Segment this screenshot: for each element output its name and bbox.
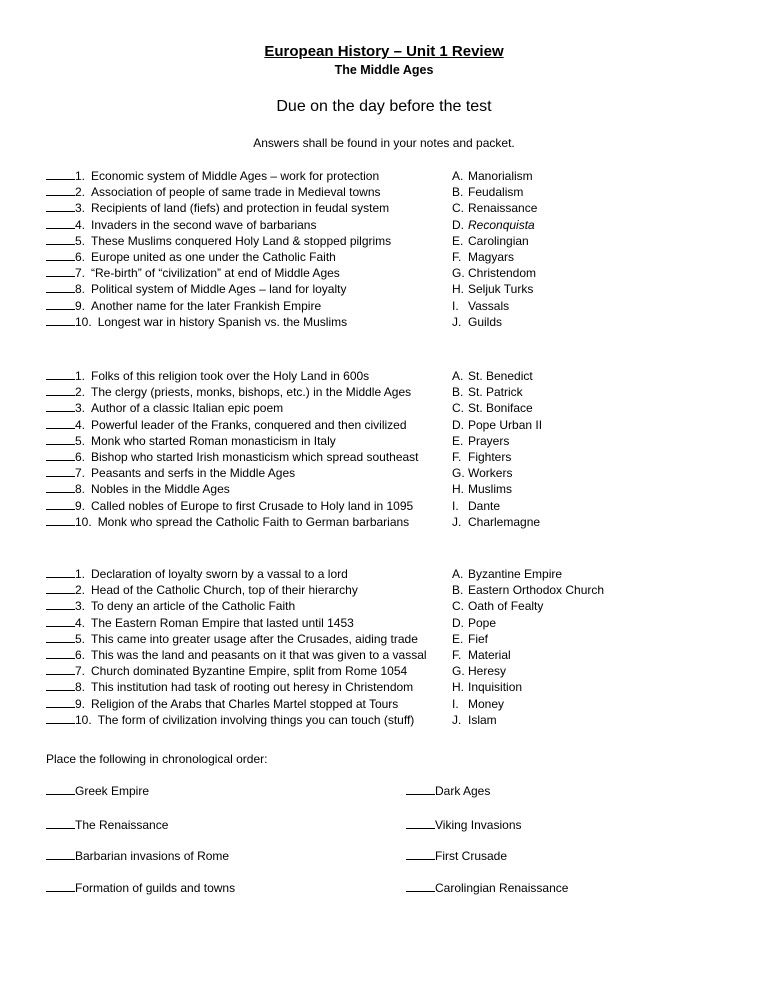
- question-text: Called nobles of Europe to first Crusade to Holy land in 1095: [91, 498, 414, 513]
- chronological-item: [406, 783, 490, 798]
- question-text: Recipients of land (fiefs) and protection in feudal system: [91, 201, 390, 216]
- question-number: 3.: [75, 599, 86, 614]
- answer-text: Seljuk Turks: [468, 282, 534, 297]
- answer-text: Prayers: [468, 433, 510, 448]
- question-row: [46, 249, 726, 265]
- answer-text: Feudalism: [468, 185, 524, 200]
- question-row: [46, 417, 726, 433]
- answer-choice: [452, 400, 533, 416]
- question-row: [46, 314, 726, 330]
- answer-letter: I.: [452, 696, 459, 711]
- answer-blank[interactable]: [46, 368, 75, 380]
- question-row: [46, 433, 726, 449]
- answer-text: St. Benedict: [468, 369, 533, 383]
- question-text: This was the land and peasants on it that was given to a vassal: [91, 647, 427, 662]
- question-row: [46, 663, 726, 679]
- question-number: 5.: [75, 233, 86, 248]
- answer-choice: [452, 433, 509, 449]
- answer-letter: I.: [452, 498, 459, 513]
- answer-blank[interactable]: [46, 712, 75, 724]
- answer-blank[interactable]: [46, 233, 75, 245]
- answer-text: Islam: [468, 712, 497, 727]
- answer-text: Reconquista: [468, 217, 535, 232]
- answer-letter: B.: [452, 385, 464, 400]
- question-row: [46, 615, 726, 631]
- answer-choice: [452, 233, 529, 249]
- chronological-item-label: Barbarian invasions of Rome: [75, 849, 230, 863]
- answer-choice: [452, 314, 502, 330]
- answer-text: Pope Urban II: [468, 417, 543, 432]
- question-number: 1.: [75, 567, 86, 581]
- answer-blank[interactable]: [46, 184, 75, 196]
- answer-letter: F.: [452, 449, 462, 464]
- answer-letter: A.: [452, 369, 464, 383]
- question-text: “Re-birth” of “civilization” at end of Middle Ages: [91, 266, 340, 281]
- answer-text: Fighters: [468, 449, 512, 464]
- question-number: 10.: [75, 314, 92, 329]
- answer-text: Manorialism: [468, 169, 533, 183]
- question-number: 5.: [75, 631, 86, 646]
- answer-blank[interactable]: [46, 582, 75, 594]
- answer-text: Charlemagne: [468, 514, 541, 529]
- chronological-item-label: Viking Invasions: [435, 818, 522, 832]
- question-text: This came into greater usage after the Crusades, aiding trade: [91, 631, 418, 646]
- question-text: These Muslims conquered Holy Land & stopped pilgrims: [91, 233, 392, 248]
- question-row: [46, 696, 726, 712]
- answer-text: Guilds: [468, 314, 503, 329]
- answer-blank[interactable]: [46, 265, 75, 277]
- answer-letter: E.: [452, 631, 464, 646]
- answer-letter: A.: [452, 567, 464, 581]
- question-number: 8.: [75, 282, 86, 297]
- answer-text: Christendom: [468, 266, 537, 281]
- question-text: Nobles in the Middle Ages: [91, 482, 230, 497]
- answer-letter: B.: [452, 185, 464, 200]
- answer-blank[interactable]: [46, 168, 75, 180]
- answer-text: St. Boniface: [468, 401, 533, 416]
- answer-text: Money: [468, 696, 505, 711]
- question-row: [46, 265, 726, 281]
- answer-choice: [452, 498, 500, 514]
- answer-letter: G.: [452, 266, 465, 281]
- chronological-item-label: First Crusade: [435, 849, 508, 863]
- answer-blank[interactable]: [46, 465, 75, 477]
- chronological-item-label: Greek Empire: [75, 784, 150, 798]
- question-text: Association of people of same trade in Medieval towns: [91, 185, 381, 200]
- order-blank[interactable]: [406, 880, 435, 892]
- answer-letter: D.: [452, 615, 464, 630]
- answer-choice: [452, 514, 540, 530]
- question-number: 4.: [75, 417, 86, 432]
- answer-letter: C.: [452, 599, 464, 614]
- answer-choice: [452, 465, 512, 481]
- answer-blank[interactable]: [46, 417, 75, 429]
- order-blank[interactable]: [46, 848, 75, 860]
- question-text: The form of civilization involving things you can touch (stuff): [97, 712, 415, 727]
- question-text: Economic system of Middle Ages – work for protection: [91, 169, 380, 183]
- chronological-item: [46, 880, 235, 895]
- answer-blank[interactable]: [46, 631, 75, 643]
- answer-text: Vassals: [468, 298, 510, 313]
- answer-text: Pope: [468, 615, 497, 630]
- question-row: [46, 184, 726, 200]
- question-text: The Eastern Roman Empire that lasted until 1453: [91, 615, 354, 630]
- answer-letter: J.: [452, 314, 462, 329]
- answer-letter: J.: [452, 712, 462, 727]
- answer-blank[interactable]: [46, 598, 75, 610]
- instructions: Answers shall be found in your notes and packet.: [253, 136, 515, 150]
- answer-choice: [452, 566, 562, 582]
- question-number: 6.: [75, 249, 86, 264]
- order-blank[interactable]: [46, 880, 75, 892]
- answer-text: Material: [468, 647, 511, 662]
- question-row: [46, 368, 726, 384]
- question-row: [46, 384, 726, 400]
- answer-choice: [452, 598, 543, 614]
- question-text: Powerful leader of the Franks, conquered and then civilized: [91, 417, 407, 432]
- chronological-item: [46, 817, 168, 832]
- question-number: 5.: [75, 433, 86, 448]
- answer-letter: D.: [452, 217, 464, 232]
- question-row: [46, 217, 726, 233]
- answer-letter: C.: [452, 201, 464, 216]
- question-number: 10.: [75, 712, 92, 727]
- question-text: Europe united as one under the Catholic Faith: [91, 249, 336, 264]
- answer-blank[interactable]: [46, 298, 75, 310]
- answer-choice: [452, 184, 523, 200]
- answer-blank[interactable]: [46, 514, 75, 526]
- answer-choice: [452, 481, 512, 497]
- question-number: 9.: [75, 696, 86, 711]
- answer-choice: [452, 368, 533, 384]
- question-number: 7.: [75, 266, 86, 281]
- question-row: [46, 566, 726, 582]
- answer-letter: H.: [452, 680, 464, 695]
- question-text: Church dominated Byzantine Empire, split from Rome 1054: [91, 664, 408, 679]
- answer-letter: H.: [452, 282, 464, 297]
- question-row: [46, 514, 726, 530]
- answer-blank[interactable]: [46, 217, 75, 229]
- question-row: [46, 598, 726, 614]
- question-row: [46, 631, 726, 647]
- answer-choice: [452, 265, 536, 281]
- answer-blank[interactable]: [46, 679, 75, 691]
- order-blank[interactable]: [406, 817, 435, 829]
- question-text: Head of the Catholic Church, top of their hierarchy: [91, 583, 358, 598]
- answer-text: Eastern Orthodox Church: [468, 583, 605, 598]
- chronological-item-label: Dark Ages: [435, 784, 491, 798]
- answer-letter: F.: [452, 647, 462, 662]
- answer-text: Magyars: [468, 249, 515, 264]
- chronological-item: [46, 783, 149, 798]
- answer-blank[interactable]: [46, 400, 75, 412]
- answer-choice: [452, 582, 604, 598]
- question-text: Author of a classic Italian epic poem: [91, 401, 284, 416]
- question-row: [46, 449, 726, 465]
- answer-blank[interactable]: [46, 249, 75, 261]
- answer-choice: [452, 663, 506, 679]
- answer-blank[interactable]: [46, 498, 75, 510]
- chronological-item: [406, 848, 507, 863]
- answer-choice: [452, 631, 488, 647]
- question-row: [46, 679, 726, 695]
- answer-letter: J.: [452, 514, 462, 529]
- question-row: [46, 400, 726, 416]
- question-number: 7.: [75, 466, 86, 481]
- answer-blank[interactable]: [46, 647, 75, 659]
- question-text: Peasants and serfs in the Middle Ages: [91, 466, 296, 481]
- answer-choice: [452, 417, 542, 433]
- question-text: Declaration of loyalty sworn by a vassal to a lord: [91, 567, 348, 581]
- answer-choice: [452, 281, 533, 297]
- chronological-item-label: Carolingian Renaissance: [435, 881, 569, 895]
- answer-blank[interactable]: [46, 200, 75, 212]
- answer-blank[interactable]: [46, 696, 75, 708]
- page-subtitle: The Middle Ages: [334, 63, 434, 77]
- answer-blank[interactable]: [46, 566, 75, 578]
- question-text: Bishop who started Irish monasticism which spread southeast: [91, 449, 419, 464]
- question-text: Religion of the Arabs that Charles Martel stopped at Tours: [91, 696, 399, 711]
- question-row: [46, 647, 726, 663]
- answer-text: Byzantine Empire: [468, 567, 563, 581]
- chronological-item-label: Formation of guilds and towns: [75, 881, 236, 895]
- question-row: [46, 298, 726, 314]
- question-text: Monk who spread the Catholic Faith to German barbarians: [97, 514, 410, 529]
- answer-text: Carolingian: [468, 233, 529, 248]
- answer-choice: [452, 298, 509, 314]
- answer-text: Dante: [468, 498, 501, 513]
- answer-blank[interactable]: [46, 615, 75, 627]
- answer-text: Muslims: [468, 482, 512, 497]
- answer-choice: [452, 384, 523, 400]
- answer-choice: [452, 249, 514, 265]
- chronological-item: [406, 880, 568, 895]
- question-number: 2.: [75, 583, 86, 598]
- order-blank[interactable]: [46, 783, 75, 795]
- answer-letter: I.: [452, 298, 459, 313]
- chronological-item: [46, 848, 229, 863]
- answer-letter: H.: [452, 482, 464, 497]
- answer-blank[interactable]: [46, 314, 75, 326]
- answer-blank[interactable]: [46, 281, 75, 293]
- question-text: Longest war in history Spanish vs. the Muslims: [97, 314, 348, 329]
- order-blank[interactable]: [406, 848, 435, 860]
- question-text: Folks of this religion took over the Holy Land in 600s: [91, 369, 370, 383]
- question-number: 9.: [75, 498, 86, 513]
- question-row: [46, 498, 726, 514]
- question-number: 8.: [75, 482, 86, 497]
- question-number: 9.: [75, 298, 86, 313]
- question-number: 3.: [75, 201, 86, 216]
- question-number: 3.: [75, 401, 86, 416]
- question-row: [46, 200, 726, 216]
- answer-letter: F.: [452, 249, 462, 264]
- answer-letter: G.: [452, 466, 465, 481]
- answer-choice: [452, 712, 497, 728]
- answer-text: Oath of Fealty: [468, 599, 544, 614]
- matching-section-1: [46, 168, 726, 330]
- answer-letter: B.: [452, 583, 464, 598]
- question-number: 6.: [75, 449, 86, 464]
- question-text: To deny an article of the Catholic Faith: [91, 599, 296, 614]
- question-number: 2.: [75, 385, 86, 400]
- question-number: 7.: [75, 664, 86, 679]
- question-number: 8.: [75, 680, 86, 695]
- question-row: [46, 281, 726, 297]
- answer-choice: [452, 679, 522, 695]
- question-row: [46, 582, 726, 598]
- question-number: 10.: [75, 514, 92, 529]
- question-number: 1.: [75, 369, 86, 383]
- order-blank[interactable]: [46, 817, 75, 829]
- matching-section-3: [46, 566, 726, 728]
- answer-choice: [452, 615, 496, 631]
- answer-text: Inquisition: [468, 680, 523, 695]
- question-number: 1.: [75, 169, 86, 183]
- page-title: European History – Unit 1 Review: [264, 43, 504, 60]
- question-text: Political system of Middle Ages – land for loyalty: [91, 282, 347, 297]
- question-text: Another name for the later Frankish Empire: [91, 298, 322, 313]
- answer-letter: A.: [452, 169, 464, 183]
- answer-text: Workers: [468, 466, 513, 481]
- question-row: [46, 465, 726, 481]
- answer-blank[interactable]: [46, 449, 75, 461]
- answer-blank[interactable]: [46, 433, 75, 445]
- matching-section-2: [46, 368, 726, 530]
- question-text: Monk who started Roman monasticism in Italy: [91, 433, 336, 448]
- chronological-item-label: The Renaissance: [75, 818, 169, 832]
- question-number: 6.: [75, 647, 86, 662]
- answer-letter: E.: [452, 433, 464, 448]
- due-date-note: Due on the day before the test: [276, 98, 492, 115]
- answer-text: Renaissance: [468, 201, 538, 216]
- answer-choice: [452, 200, 537, 216]
- answer-letter: G.: [452, 664, 465, 679]
- question-row: [46, 481, 726, 497]
- answer-blank[interactable]: [46, 663, 75, 675]
- question-text: The clergy (priests, monks, bishops, etc.) in the Middle Ages: [91, 385, 412, 400]
- chronological-item: [406, 817, 522, 832]
- answer-choice: [452, 647, 511, 663]
- answer-letter: E.: [452, 233, 464, 248]
- answer-choice: [452, 696, 504, 712]
- question-row: [46, 712, 726, 728]
- answer-letter: C.: [452, 401, 464, 416]
- answer-text: Fief: [468, 631, 489, 646]
- question-row: [46, 233, 726, 249]
- question-text: This institution had task of rooting out heresy in Christendom: [91, 680, 414, 695]
- answer-letter: D.: [452, 417, 464, 432]
- answer-choice: [452, 217, 535, 233]
- question-number: 4.: [75, 615, 86, 630]
- answer-text: Heresy: [468, 664, 507, 679]
- question-text: Invaders in the second wave of barbarians: [91, 217, 317, 232]
- question-row: [46, 168, 726, 184]
- answer-choice: [452, 449, 511, 465]
- question-number: 4.: [75, 217, 86, 232]
- order-blank[interactable]: [406, 783, 435, 795]
- answer-text: St. Patrick: [468, 385, 523, 400]
- answer-blank[interactable]: [46, 481, 75, 493]
- answer-blank[interactable]: [46, 384, 75, 396]
- answer-choice: [452, 168, 533, 184]
- chronological-instruction: Place the following in chronological order:: [46, 752, 268, 766]
- question-number: 2.: [75, 185, 86, 200]
